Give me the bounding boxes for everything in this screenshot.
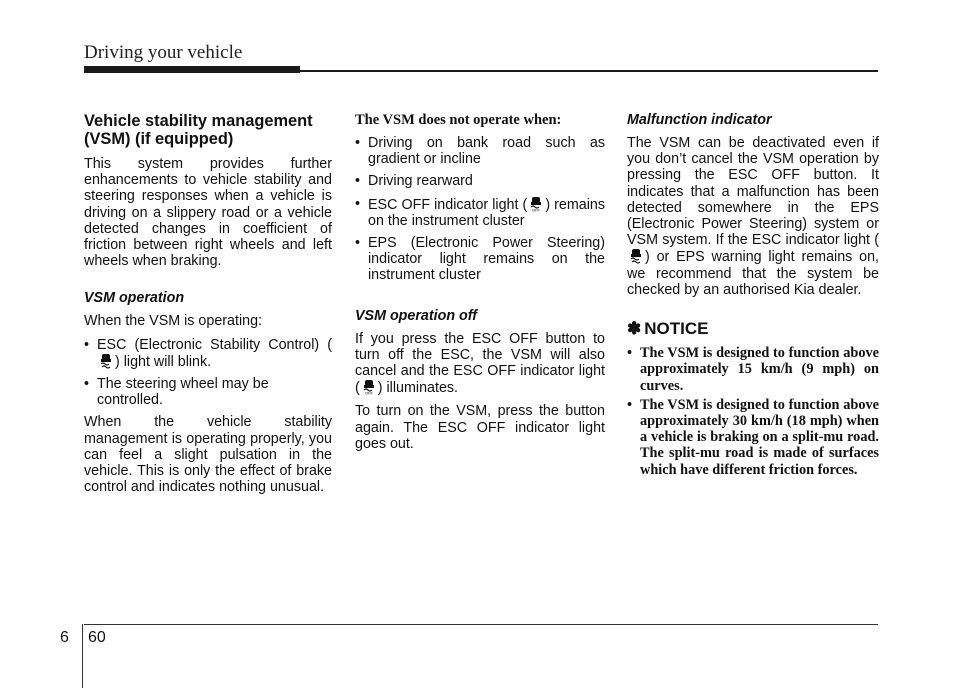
operation-bullet-list xyxy=(84,337,332,409)
column-middle xyxy=(355,112,605,459)
list-item: • The VSM is designed to function above approximately 30 km/h (18 mph) when a vehicle is braking on a split-mu road. The split-mu road is made of surfaces which have different friction forces. xyxy=(627,397,879,478)
esc-off-car-icon xyxy=(362,379,376,395)
svg-text:OFF: OFF xyxy=(364,390,373,396)
not-operate-bullet-list xyxy=(355,135,605,284)
page-header-title: Driving your vehicle xyxy=(84,42,243,63)
list-item: • ESC (Electronic Stability Control) () light will blink. xyxy=(84,337,332,370)
footer-rule-horizontal xyxy=(84,624,878,625)
vsm-on-paragraph: To turn on the VSM, press the button again. The ESC OFF indicator light goes out. xyxy=(355,403,605,452)
footer-rule-vertical xyxy=(82,624,83,688)
esc-off-car-icon xyxy=(529,196,543,212)
vsm-intro-paragraph: This system provides further enhancements to vehicle stability and steering responses when a vehicle is driving on a slippery road or a vehicle detected changes in coefficient of friction between right wheels and left wheels when braking. xyxy=(84,156,332,270)
list-item: • The VSM is designed to function above approximately 15 km/h (9 mph) on curves. xyxy=(627,345,879,394)
subheading-vsm-operation: VSM operation xyxy=(84,290,185,307)
notice-title: NOTICE xyxy=(644,319,709,339)
subheading-vsm-operation-off: VSM operation off xyxy=(355,307,478,324)
chapter-number: 6 xyxy=(60,629,69,646)
subheading-vsm-not-operate: The VSM does not operate when: xyxy=(355,112,562,128)
page-number: 60 xyxy=(88,629,106,646)
skidding-car-icon xyxy=(99,353,113,369)
notice-heading xyxy=(627,321,879,337)
malfunction-paragraph: The VSM can be deactivated even if you don’t cancel the VSM operation by pressing the ESC OFF button. It indicates that a malfunction has been detected somewhere in the EPS (Electronic Power Steering) system or VSM system. If the ESC indicator light () or EPS warning light remains on, we recommend that the system be checked by an authorised Kia dealer. xyxy=(627,135,879,298)
skidding-car-icon xyxy=(629,248,643,264)
subheading-malfunction-indicator: Malfunction indicator xyxy=(627,112,772,128)
svg-text:OFF: OFF xyxy=(532,207,541,212)
section-heading-vsm: Vehicle stability management (VSM) (if equipped) xyxy=(84,112,313,148)
list-item: • Driving on bank road such as gradient or incline xyxy=(355,135,605,167)
column-left xyxy=(84,112,332,502)
vsm-closing-paragraph: When the vehicle stability management is operating properly, you can feel a slight pulsation in the vehicle. This is only the effect of brake control and indicates nothing unusual. xyxy=(84,414,332,496)
vsm-off-paragraph: If you press the ESC OFF button to turn off the ESC, the VSM will also cancel and the ESC OFF indicator light ( OFF ) illuminates. xyxy=(355,330,605,397)
list-item: • ESC OFF indicator light ( OFF ) remains on the instrument cluster xyxy=(355,196,605,229)
notice-star-icon: ✽ xyxy=(627,319,642,339)
list-item: • The steering wheel may be controlled. xyxy=(84,376,332,408)
list-item: • Driving rearward xyxy=(355,173,605,189)
column-right xyxy=(627,112,879,481)
list-item: • EPS (Electronic Power Steering) indicator light remains on the instrument cluster xyxy=(355,235,605,284)
header-rule-thick xyxy=(84,66,300,73)
when-operating-text: When the VSM is operating: xyxy=(84,313,263,330)
notice-list xyxy=(627,345,879,478)
header-rule-thin xyxy=(300,70,878,72)
